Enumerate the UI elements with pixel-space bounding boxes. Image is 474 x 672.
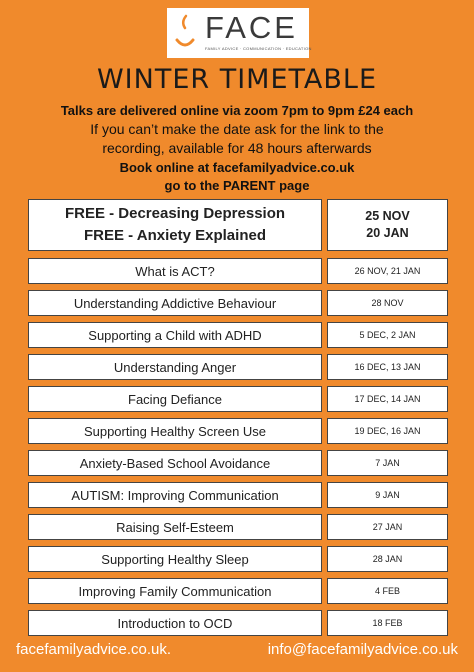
talk-row-title: Supporting Healthy Sleep (28, 546, 322, 572)
intro-line-3: recording, available for 48 hours afterwards (102, 140, 372, 156)
parent-page-line: go to the PARENT page (164, 178, 310, 193)
featured-talk-anxiety: FREE - Anxiety Explained (84, 227, 266, 244)
talk-row-dates: 17 DEC, 14 JAN (327, 386, 448, 412)
page-title: WINTER TIMETABLE (96, 64, 378, 95)
talk-row-title: Understanding Addictive Behaviour (28, 290, 322, 316)
talk-row-dates: 18 FEB (327, 610, 448, 636)
featured-date-1: 25 NOV (365, 209, 410, 223)
smile-logo-icon (173, 14, 197, 54)
talk-row-dates: 28 JAN (327, 546, 448, 572)
talk-row-dates: 5 DEC, 2 JAN (327, 322, 448, 348)
intro-line-2: If you can’t make the date ask for the link to the (90, 121, 384, 137)
talk-row-dates: 16 DEC, 13 JAN (327, 354, 448, 380)
talk-row-dates: 4 FEB (327, 578, 448, 604)
featured-talk-depression: FREE - Decreasing Depression (64, 205, 286, 222)
talk-row-dates: 26 NOV, 21 JAN (327, 258, 448, 284)
footer-website-link[interactable]: facefamilyadvice.co.uk. (16, 641, 172, 658)
featured-date-2: 20 JAN (366, 226, 409, 240)
logo-wordmark: FACE (205, 10, 298, 45)
intro-line-1: Talks are delivered online via zoom 7pm to 9pm £24 each (60, 103, 414, 118)
talk-row-dates: 7 JAN (327, 450, 448, 476)
talk-row-title: Anxiety-Based School Avoidance (28, 450, 322, 476)
talk-row-title: Introduction to OCD (28, 610, 322, 636)
featured-talks-cell (28, 199, 322, 251)
talk-row-title: Raising Self-Esteem (28, 514, 322, 540)
logo-tagline: FAMILY ADVICE · COMMUNICATION · EDUCATION (205, 46, 312, 51)
talk-row-dates: 28 NOV (327, 290, 448, 316)
footer-email-link[interactable]: info@facefamilyadvice.co.uk (267, 641, 458, 658)
talk-row-title: Facing Defiance (28, 386, 322, 412)
booking-line: Book online at facefamilyadvice.co.uk (119, 160, 355, 175)
featured-dates-cell (327, 199, 448, 251)
talk-row-title: Supporting Healthy Screen Use (28, 418, 322, 444)
face-logo (167, 8, 312, 58)
talk-row-dates: 27 JAN (327, 514, 448, 540)
talk-row-dates: 9 JAN (327, 482, 448, 508)
talk-row-dates: 19 DEC, 16 JAN (327, 418, 448, 444)
talk-row-title: Understanding Anger (28, 354, 322, 380)
talk-row-title: AUTISM: Improving Communication (28, 482, 322, 508)
talk-row-title: Improving Family Communication (28, 578, 322, 604)
talk-row-title: What is ACT? (28, 258, 322, 284)
talk-row-title: Supporting a Child with ADHD (28, 322, 322, 348)
